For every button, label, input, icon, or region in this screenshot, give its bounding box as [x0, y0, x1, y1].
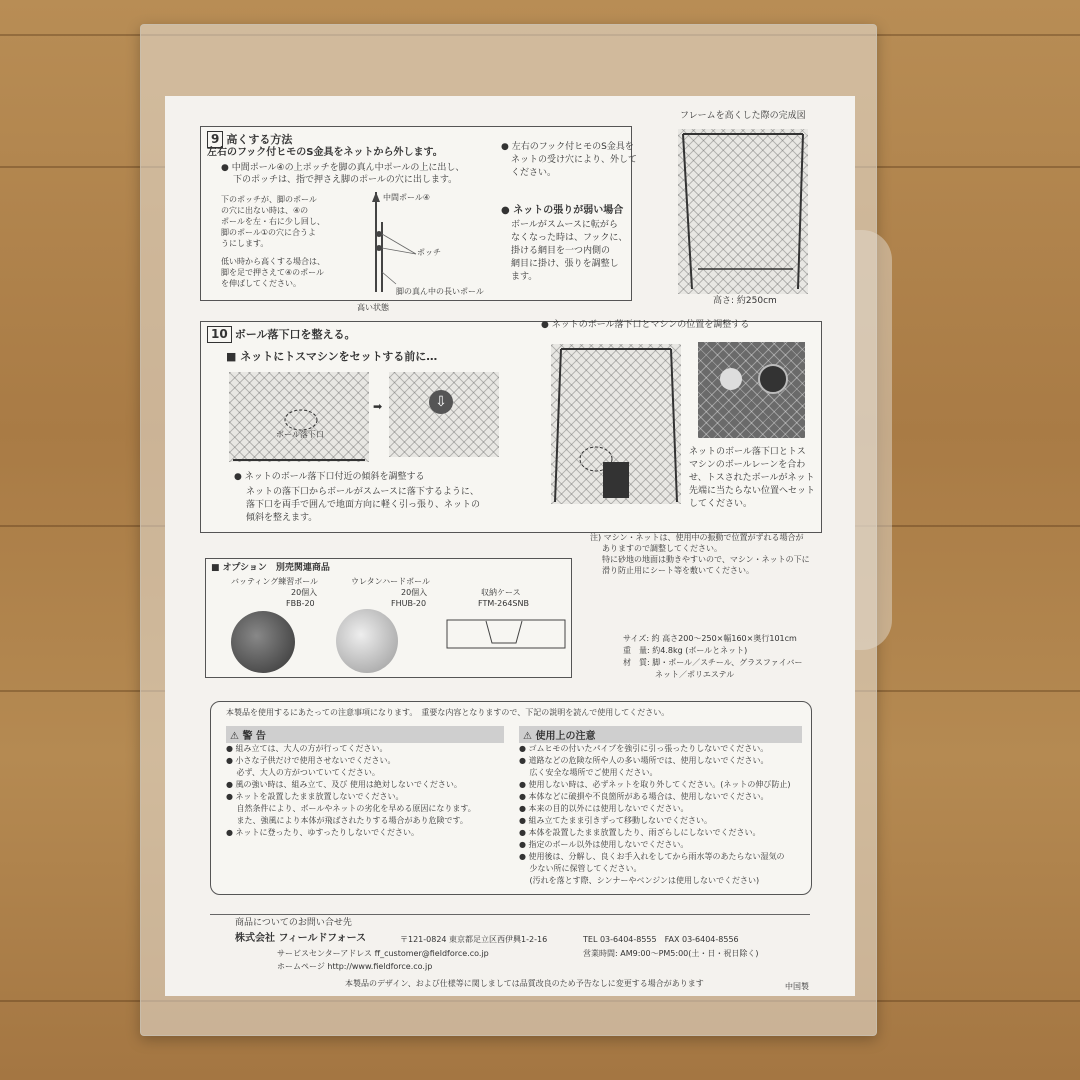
- completed-net-photo: [678, 129, 808, 294]
- notice-intro: 本製品を使用するにあたっての注意事項になります。 重要な内容となりますので、下記の説明を読んで使用してください。: [226, 708, 670, 717]
- completed-height: 高さ: 約250cm: [713, 296, 777, 306]
- options-title: ■ オプション 別売関連商品: [211, 563, 330, 573]
- footer-note: 本製品のデザイン、および仕様等に関しましては品質改良のため予告なしに変更する場合があります: [345, 979, 704, 988]
- step10-heading: 10 ボール落下口を整える。: [207, 326, 355, 343]
- contact-address: 〒121-0824 東京都足立区西伊興1-2-16: [400, 935, 548, 944]
- option1-qty: 20個入: [291, 588, 318, 597]
- origin: 中国製: [785, 982, 809, 991]
- step9-bullet1: ● 中間ポール④の上ポッチを脚の真ん中ポールの上に出し、: [221, 163, 465, 173]
- contact-title: 商品についてのお問い合せ先: [235, 918, 352, 928]
- label-leg-pole: 脚の真ん中の長いポール: [396, 287, 484, 296]
- net-machine-photo: [551, 344, 681, 504]
- instruction-sheet: 9 高くする方法 左右のフック付ヒモのS金具をネットから外します。 ● 中間ポール④の上ポッチを脚の真ん中ポールの上に出し、 下のポッチは、指で押さえ脚のポールの穴に出します。 下のポッチが、脚のポール の穴に出ない時は、④の ポールを左・右に少し回し、 脚のポール①の穴に合うよ うにします。 低い時から高くする場合は、 脚を足で押さえて④のポール を伸ばしてください。 中間ポール④ ポッチ 脚の真ん中の長いポール 高い状態 ● 左右のフック付ヒモのS金具を ネットの受け穴により、外して ください。 ● ネットの張りが弱い場合 ボールがスムースに転がら なくなった時は、フックに、 掛ける網目を一つ内側の 網目に掛け、張りを調整し ます。 フレームを高くした際の完成図 高さ: 約250cm 10 ボール落下口を整える。 ■ ネットにトスマシンをセットする前に… ボール落下口 ➡ ⇩ ● ネットのボール落下口付近の傾斜を調整する ネットの落下口からボールがスムースに落下するように、 落下口を両手で囲んで地面方向に軽く引っ張り、ネットの 傾斜を整えます。 ● ネットのボール落下口とマシンの位置を調整する ネットのボール落下口とトス マシンのボールレーンを合わ せ、トスされたボールがネット 先端に当たらない位置へセット してください。 注) マシン・ネットは、使用中の振動で位置がずれる場合が ありますので調整してください。 特に砂地の地面は動きやすいので、マシン・ネットの下に 滑り防止用にシート等を敷いてください。 ■ オプション 別売関連商品 バッティング練習ボール 20個入 FBB-20 ウレタンハードボール 20個入 FHUB-20 収納ケース FTM-264SNB サイズ: 約 高さ200〜250×幅160×奥行101cm 重 量: 約4.8kg (ボールとネット) 材 質: 脚・ポール／スチール、グラスファイバー ネット／ポリエステル 本製品を使用するにあたっての注意事項になります。 重要な内容となりますので、下記の説明を読んで使用してください。 ⚠ 警 告 ● 組み立ては、大人の方が行ってください。 ● 小さな子供だけで使用させないでください。 必ず、大人の方がついていてください。 ● 風の強い時は、組み立て、及び 使用は絶対しないでください。 ● ネットを設置したまま放置しないでください。 自然条件により、ボールやネットの劣化を早める原因になります。 また、強風により本体が飛ばされたりする場合があり危険です。 ● ネットに登ったり、ゆすったりしないでください。 ⚠ 使用上の注意 ● ゴムヒモの付いたパイプを強引に引っ張ったりしないでください。 ● 道路などの危険な所や人の多い場所では、使用しないでください。 広く安全な場所でご使用ください。 ● 使用しない時は、必ずネットを取り外してください。(ネットの伸び防止) ● 本体などに破損や不良箇所がある場合は、使用しないでください。 ● 本来の目的以外には使用しないでください。 ● 組み立てたまま引きずって移動しないでください。 ● 本体を設置したまま放置したり、雨ざらしにしないでください。 ● 指定のボール以外は使用しないでください。 ● 使用後は、分解し、良くお手入れをしてから雨水等のあたらない湿気の 少ない所に保管してください。 (汚れを落とす際、シンナーやベンジンは使用しないでください) 商品についてのお問い合せ先 株式会社 フィールドフォース 〒121-0824 東京都足立区西伊興1-2-16 TEL 03-6404-8555 FAX 03-6404-8556 サービスセンターアドレス ff_customer@fieldforce.co.jp 営業時間: AM9:00〜PM5:00(土・日・祝日除く) ホームページ http://www.fieldforce.co.jp 本製品のデザイン、および仕様等に関しましては品質改良のため予告なしに変更する場合があります 中国製: [165, 96, 855, 996]
- step10-bullet: ● ネットのボール落下口付近の傾斜を調整する: [234, 472, 425, 482]
- option2-qty: 20個入: [401, 588, 428, 597]
- contact-email: サービスセンターアドレス ff_customer@fieldforce.co.jp: [277, 949, 489, 958]
- step10-right-title: ● ネットのボール落下口とマシンの位置を調整する: [541, 320, 750, 330]
- option3-name: 収納ケース: [481, 588, 521, 597]
- usage-header: ⚠ 使用上の注意: [519, 726, 802, 743]
- ball-lane-icon: [758, 364, 788, 394]
- step9-section: 9 高くする方法 左右のフック付ヒモのS金具をネットから外します。 ● 中間ポール④の上ポッチを脚の真ん中ポールの上に出し、 下のポッチは、指で押さえ脚のポールの穴に出します。 下のポッチが、脚のポール の穴に出ない時は、④の ポールを左・右に少し回し、 脚のポール①の穴に合うよ うにします。 低い時から高くする場合は、 脚を足で押さえて④のポール を伸ばしてください。 中間ポール④ ポッチ 脚の真ん中の長いポール 高い状態 ● 左右のフック付ヒモのS金具を ネットの受け穴により、外して ください。 ● ネットの張りが弱い場合 ボールがスムースに転がら なくなった時は、フックに、 掛ける網目を一つ内側の 網目に掛け、張りを調整し ます。: [200, 126, 632, 301]
- storage-case-image: [446, 619, 566, 649]
- contact-divider: [210, 914, 810, 915]
- net-closeup-photo: [389, 372, 499, 457]
- label-potchi: ポッチ: [417, 248, 441, 257]
- notice-section: 本製品を使用するにあたっての注意事項になります。 重要な内容となりますので、下記の説明を読んで使用してください。 ⚠ 警 告 ● 組み立ては、大人の方が行ってください。 ● 小さな子供だけで使用させないでください。 必ず、大人の方がついていてください。 ● 風の強い時は、組み立て、及び 使用は絶対しないでください。 ● ネットを設置したまま放置しないでください。 自然条件により、ボールやネットの劣化を早める原因になります。 また、強風により本体が飛ばされたりする場合があり危険です。 ● ネットに登ったり、ゆすったりしないでください。 ⚠ 使用上の注意 ● ゴムヒモの付いたパイプを強引に引っ張ったりしないでください。 ● 道路などの危険な所や人の多い場所では、使用しないでください。 広く安全な場所でご使用ください。 ● 使用しない時は、必ずネットを取り外してください。(ネットの伸び防止) ● 本体などに破損や不良箇所がある場合は、使用しないでください。 ● 本来の目的以外には使用しないでください。 ● 組み立てたまま引きずって移動しないでください。 ● 本体を設置したまま放置したり、雨ざらしにしないでください。 ● 指定のボール以外は使用しないでください。 ● 使用後は、分解し、良くお手入れをしてから雨水等のあたらない湿気の 少ない所に保管してください。 (汚れを落とす際、シンナーやベンジンは使用しないでください): [210, 701, 812, 895]
- pole-diagram: [346, 192, 496, 297]
- step9-bullet1-cont: 下のポッチは、指で押さえ脚のポールの穴に出します。: [233, 175, 458, 185]
- warning-header: ⚠ 警 告: [226, 726, 504, 743]
- options-section: [205, 558, 572, 678]
- option2-code: FHUB-20: [391, 599, 427, 608]
- contact-company: 株式会社 フィールドフォース: [235, 933, 367, 944]
- step10-section: 10 ボール落下口を整える。 ■ ネットにトスマシンをセットする前に… ボール落下口 ➡ ⇩ ● ネットのボール落下口付近の傾斜を調整する ネットの落下口からボールがスムースに落下するように、 落下口を両手で囲んで地面方向に軽く引っ張り、ネットの 傾斜を整えます。 ● ネットのボール落下口とマシンの位置を調整する ネットのボール落下口とトス マシンのボールレーンを合わ せ、トスされたボールがネット 先端に当たらない位置へセット してください。: [200, 321, 822, 533]
- arrow-icon: ➡: [373, 400, 383, 413]
- urethane-balls-image: [336, 609, 398, 673]
- contact-hours: 営業時間: AM9:00〜PM5:00(土・日・祝日除く): [583, 949, 759, 958]
- label-mid-pole: 中間ポール④: [383, 193, 431, 202]
- option1-name: バッティング練習ボール: [231, 577, 319, 586]
- label-drop: ボール落下口: [276, 430, 324, 439]
- contact-web: ホームページ http://www.fieldforce.co.jp: [277, 962, 433, 971]
- option1-code: FBB-20: [286, 599, 315, 608]
- sleeve-tab: [852, 230, 892, 650]
- ball-icon: [720, 368, 742, 390]
- option3-code: FTM-264SNB: [478, 599, 529, 608]
- contact-tel: TEL 03-6404-8555 FAX 03-6404-8556: [583, 935, 739, 944]
- net-before-photo: [229, 372, 369, 462]
- step10-subheading: ■ ネットにトスマシンをセットする前に…: [226, 350, 438, 363]
- option2-name: ウレタンハードボール: [351, 577, 430, 586]
- batting-balls-image: [231, 611, 295, 673]
- down-arrow-icon: ⇩: [429, 390, 453, 414]
- step9-heading: 9 高くする方法: [207, 131, 292, 148]
- label-high-state: 高い状態: [357, 303, 389, 312]
- machine-closeup-photo: [698, 342, 805, 438]
- step9-right-bullet2-title: ● ネットの張りが弱い場合: [501, 205, 624, 216]
- completed-title: フレームを高くした際の完成図: [680, 111, 806, 121]
- step9-lead: 左右のフック付ヒモのS金具をネットから外します。: [207, 147, 443, 158]
